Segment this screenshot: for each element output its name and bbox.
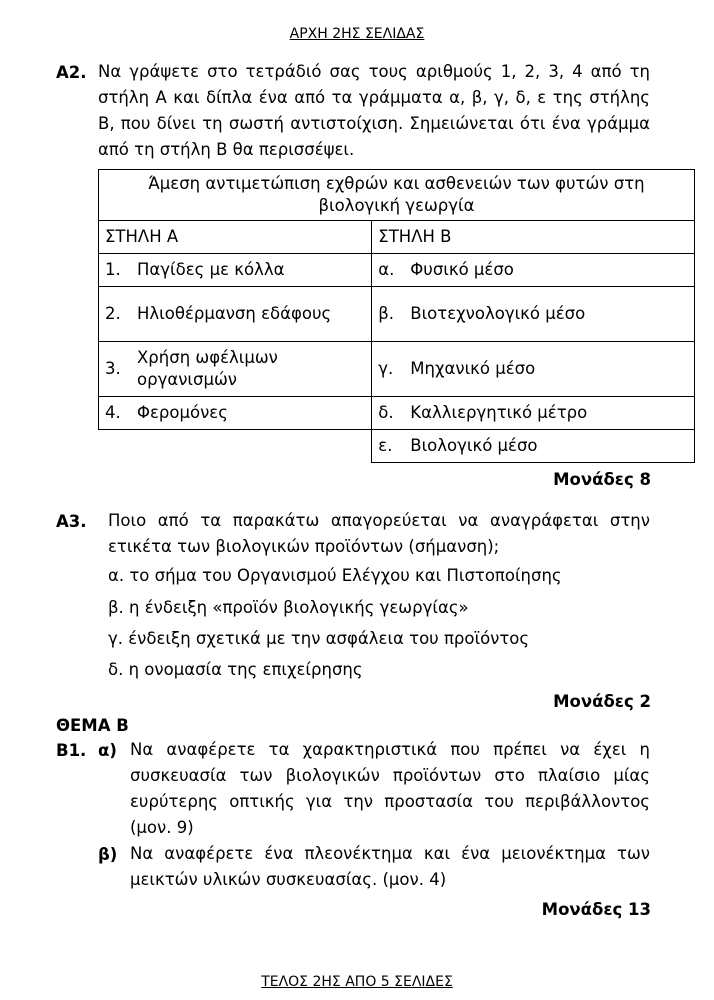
option-d: δ. η ονομασία της επιχείρησης — [108, 660, 363, 679]
item-letter: γ. — [378, 359, 394, 379]
table-cell — [372, 342, 695, 397]
table-cell — [372, 254, 695, 287]
table-cell — [99, 287, 372, 342]
item-text: Καλλιεργητικό μέτρο — [410, 403, 588, 423]
table-cell — [99, 397, 372, 430]
item-letter: β. — [378, 304, 395, 324]
option-a: α. το σήμα του Οργανισμού Ελέγχου και Πιστοποίησης — [108, 566, 562, 585]
item-letter: ε. — [378, 436, 393, 456]
item-text: Μηχανικό μέσο — [410, 359, 536, 379]
item-number: 4. — [105, 403, 121, 423]
item-letter: α. — [378, 260, 395, 280]
question-a3-number: Α3. — [56, 512, 87, 531]
subquestion-a-label: α) — [98, 741, 117, 760]
theme-b-heading: ΘΕΜΑ Β — [56, 716, 129, 735]
table-caption: Άμεση αντιμετώπιση εχθρών και ασθενειών των φυτών στη βιολογική γεωργία — [99, 170, 695, 221]
option-b: β. η ένδειξη «προϊόν βιολογικής γεωργίας» — [108, 598, 469, 617]
score-a2: Μονάδες 8 — [553, 470, 651, 489]
item-text: Φυσικό μέσο — [410, 260, 514, 280]
table-cell — [372, 430, 695, 463]
item-text: Βιολογικό μέσο — [410, 436, 538, 456]
subquestion-a-text: Να αναφέρετε τα χαρακτηριστικά που πρέπει να έχει η συσκευασία των βιολογικών προϊόντων στο πλαίσιο μίας ευρύτερης οπτικής για την προστασία του περιβάλλοντος (μον. 9) — [130, 740, 650, 837]
table-cell — [372, 397, 695, 430]
item-text: Φερομόνες — [137, 403, 228, 423]
table-cell — [372, 287, 695, 342]
subquestion-b-label: β) — [98, 845, 118, 864]
item-text: Παγίδες με κόλλα — [137, 260, 285, 280]
item-letter: δ. — [378, 403, 394, 423]
item-number: 3. — [105, 359, 121, 378]
score-a3: Μονάδες 2 — [553, 692, 651, 711]
column-a-header: ΣΤΗΛΗ Α — [99, 221, 372, 254]
matching-table — [98, 169, 695, 463]
item-text: Βιοτεχνολογικό μέσο — [410, 304, 586, 324]
score-b1: Μονάδες 13 — [541, 900, 651, 919]
question-a2-text: Να γράψετε στο τετράδιό σας τους αριθμούς 1, 2, 3, 4 από τη στήλη Α και δίπλα ένα από τα γράμματα α, β, γ, δ, ε της στήλης Β, που δίνει τη σωστή αντιστοίχιση. Σημειώνεται ότι ένα γράμμα από τη στήλη Β θα περισσέψει. — [98, 62, 650, 159]
question-a3-text: Ποιο από τα παρακάτω απαγορεύεται να αναγράφεται στην ετικέτα των βιολογικών προϊόντων (σήμανση); — [108, 511, 650, 556]
item-number: 1. — [105, 260, 121, 280]
item-text: Ηλιοθέρμανση εδάφους — [137, 304, 332, 324]
option-c: γ. ένδειξη σχετικά με την ασφάλεια του προϊόντος — [108, 629, 530, 648]
page-footer: ΤΕΛΟΣ 2ΗΣ ΑΠΟ 5 ΣΕΛΙΔΕΣ — [261, 974, 453, 990]
page-header: ΑΡΧΗ 2ΗΣ ΣΕΛΙΔΑΣ — [289, 26, 425, 42]
column-b-header: ΣΤΗΛΗ Β — [372, 221, 695, 254]
table-cell — [99, 342, 372, 397]
item-text: Χρήση ωφέλιμων οργανισμών — [137, 348, 278, 389]
subquestion-b-text: Να αναφέρετε ένα πλεονέκτημα και ένα μειονέκτημα των μεικτών υλικών συσκευασίας. (μον. 4) — [130, 844, 650, 889]
empty-cell — [99, 430, 372, 463]
item-number: 2. — [105, 304, 121, 324]
table-cell — [99, 254, 372, 287]
question-b1-number: Β1. — [56, 741, 87, 760]
question-a2-number: Α2. — [56, 63, 87, 82]
